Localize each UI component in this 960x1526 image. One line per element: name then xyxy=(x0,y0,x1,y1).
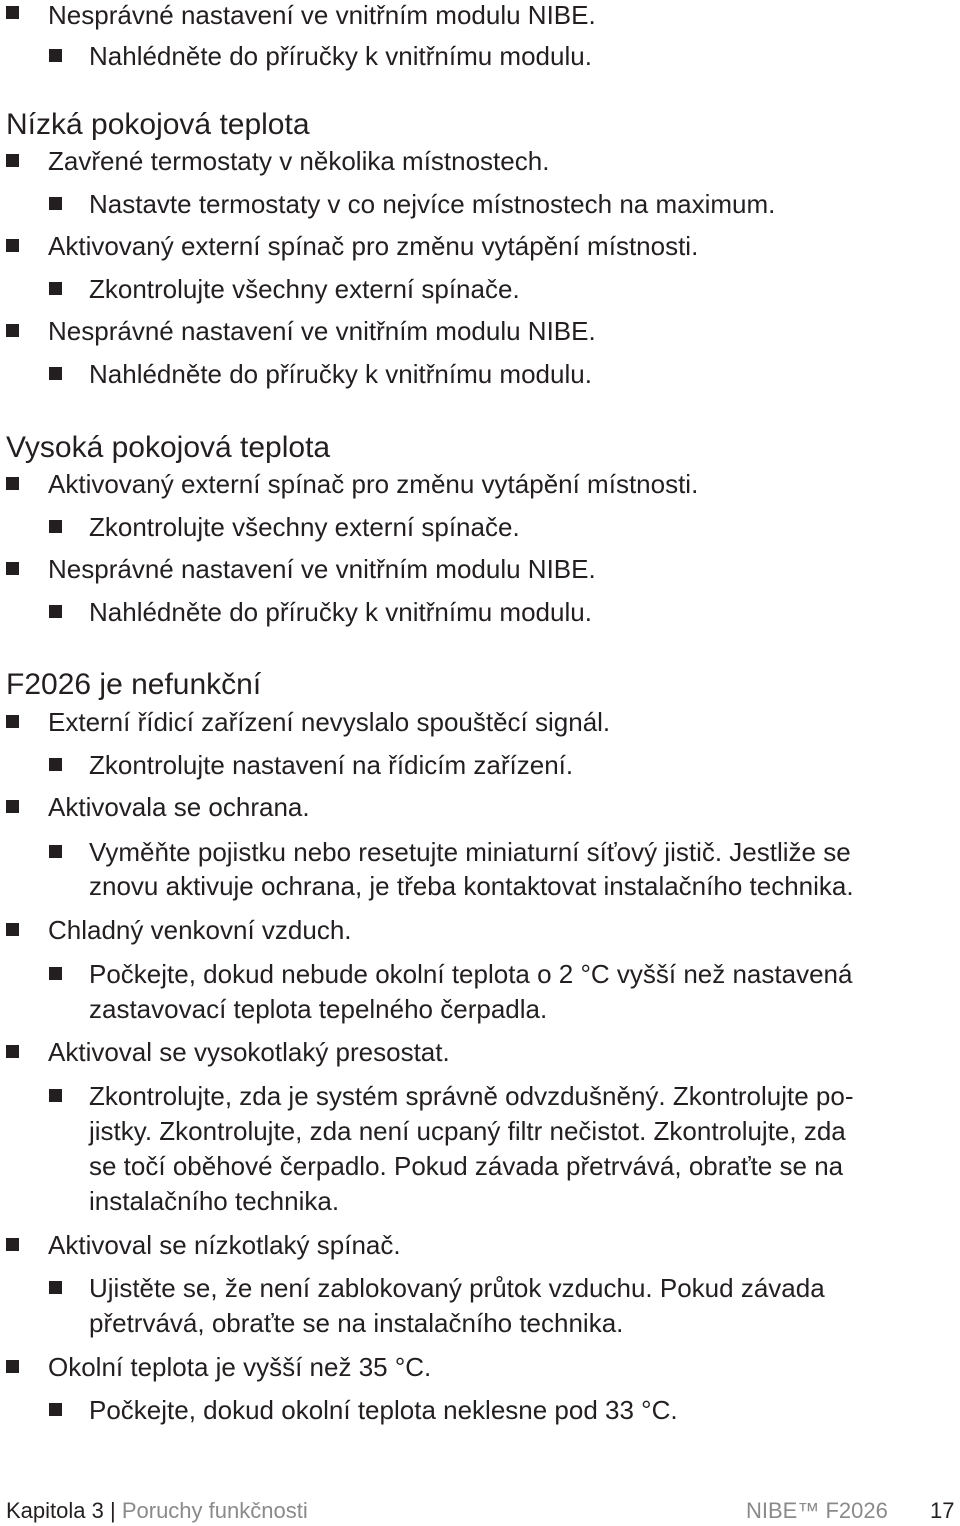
remedy-text: Počkejte, dokud nebude okolní teplota o 2 °C vyšší než nastavená xyxy=(89,959,853,989)
footer-chapter xyxy=(6,1497,308,1525)
remedy-text-continued: se točí oběhové čerpadlo. Pokud závada přetrvává, obraťte se na xyxy=(89,1151,844,1181)
bullet-icon xyxy=(6,1360,19,1373)
remedy-text: Nahlédněte do příručky k vnitřnímu modulu. xyxy=(89,597,592,627)
bullet-icon xyxy=(49,49,62,62)
section-heading: F2026 je nefunkční xyxy=(6,668,262,701)
cause-text: Aktivovaný externí spínač pro změnu vytápění místnosti. xyxy=(48,469,699,499)
footer-separator: | xyxy=(109,1498,116,1523)
cause-text: Nesprávné nastavení ve vnitřním modulu NIBE. xyxy=(48,0,596,30)
bullet-icon xyxy=(49,605,62,618)
remedy-text-continued: přetrvává, obraťte se na instalačního technika. xyxy=(89,1308,624,1338)
bullet-icon xyxy=(6,562,19,575)
chapter-label: Kapitola 3 xyxy=(6,1498,104,1523)
remedy-text-continued: jistky. Zkontrolujte, zda není ucpaný filtr nečistot. Zkontrolujte, zda xyxy=(89,1116,846,1146)
remedy-text-continued: znovu aktivuje ochrana, je třeba kontaktovat instalačního technika. xyxy=(89,871,854,901)
bullet-icon xyxy=(6,800,19,813)
footer-product: NIBE™ F2026 xyxy=(746,1498,888,1523)
page-number: 17 xyxy=(930,1498,955,1523)
bullet-icon xyxy=(49,1403,62,1416)
cause-text: Aktivoval se vysokotlaký presostat. xyxy=(48,1037,450,1067)
bullet-icon xyxy=(49,758,62,771)
bullet-icon xyxy=(49,197,62,210)
cause-text: Nesprávné nastavení ve vnitřním modulu NIBE. xyxy=(48,316,596,346)
remedy-text: Nastavte termostaty v co nejvíce místnostech na maximum. xyxy=(89,189,776,219)
cause-text: Externí řídicí zařízení nevyslalo spouštěcí signál. xyxy=(48,707,611,737)
bullet-icon xyxy=(6,477,19,490)
remedy-text: Zkontrolujte všechny externí spínače. xyxy=(89,512,520,542)
cause-text: Aktivovala se ochrana. xyxy=(48,792,310,822)
bullet-icon xyxy=(49,1281,62,1294)
section-heading: Nízká pokojová teplota xyxy=(6,108,310,141)
remedy-text: Zkontrolujte nastavení na řídicím zařízení. xyxy=(89,750,574,780)
section-heading: Vysoká pokojová teplota xyxy=(6,431,331,464)
remedy-text: Počkejte, dokud okolní teplota neklesne pod 33 °C. xyxy=(89,1395,678,1425)
cause-text: Chladný venkovní vzduch. xyxy=(48,915,352,945)
bullet-icon xyxy=(6,324,19,337)
bullet-icon xyxy=(6,1238,19,1251)
bullet-icon xyxy=(6,923,19,936)
bullet-icon xyxy=(6,6,19,19)
bullet-icon xyxy=(6,154,19,167)
bullet-icon xyxy=(49,367,62,380)
remedy-text-continued: instalačního technika. xyxy=(89,1186,340,1216)
cause-text: Okolní teplota je vyšší než 35 °C. xyxy=(48,1352,432,1382)
remedy-text: Zkontrolujte všechny externí spínače. xyxy=(89,274,520,304)
bullet-icon xyxy=(49,520,62,533)
bullet-icon xyxy=(49,282,62,295)
remedy-text: Ujistěte se, že není zablokovaný průtok vzduchu. Pokud závada xyxy=(89,1273,825,1303)
bullet-icon xyxy=(49,845,62,858)
bullet-icon xyxy=(6,239,19,252)
remedy-text-continued: zastavovací teplota tepelného čerpadla. xyxy=(89,994,548,1024)
bullet-icon xyxy=(49,967,62,980)
chapter-title: Poruchy funkčnosti xyxy=(121,1498,308,1523)
cause-text: Aktivovaný externí spínač pro změnu vytápění místnosti. xyxy=(48,231,699,261)
bullet-icon xyxy=(6,715,19,728)
cause-text: Aktivoval se nízkotlaký spínač. xyxy=(48,1230,401,1260)
remedy-text: Nahlédněte do příručky k vnitřnímu modulu. xyxy=(89,41,592,71)
cause-text: Nesprávné nastavení ve vnitřním modulu NIBE. xyxy=(48,554,596,584)
bullet-icon xyxy=(6,1045,19,1058)
cause-text: Zavřené termostaty v několika místnostech. xyxy=(48,146,550,176)
remedy-text: Zkontrolujte, zda je systém správně odvzdušněný. Zkontrolujte po- xyxy=(89,1081,854,1111)
remedy-text: Nahlédněte do příručky k vnitřnímu modulu. xyxy=(89,359,592,389)
bullet-icon xyxy=(49,1089,62,1102)
remedy-text: Vyměňte pojistku nebo resetujte miniaturní síťový jistič. Jestliže se xyxy=(89,837,851,867)
